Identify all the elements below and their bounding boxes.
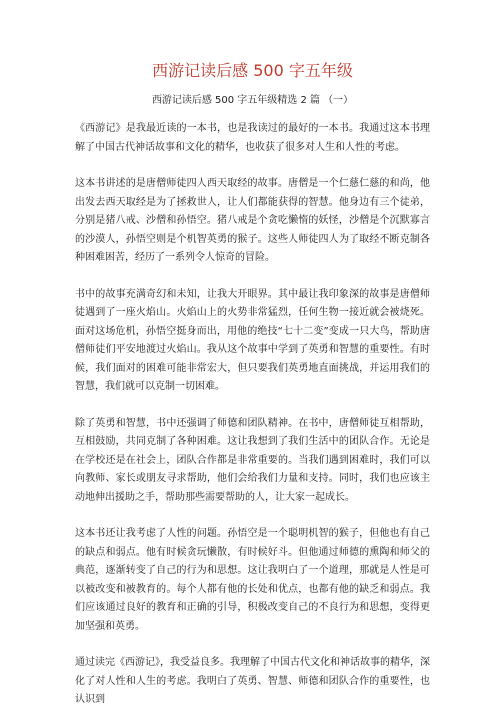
paragraph-1: 《西游记》是我最近读的一本书，也是我读过的最好的一本书。我通过这本书理解了中国古代神话故事和文化的精华，也收获了很多对人生和人性的考虑。: [75, 123, 430, 153]
paragraph-2: 这本书讲述的是唐僧师徒四人西天取经的故事。唐僧是一个仁慈仁慈的和尚，他出发去西天取经是为了拯救世人，让人们都能获得的智慧。他身边有三个徒弟，分别是猪八戒、沙僧和孙悟空。猪八戒是个贪吃懒惰的妖怪，沙僧是个沉默寡言的沙漠人，孙悟空则是个机智英勇的猴子。这些人师徒四人为了取经不断克制各种困难困苦，经历了一系列令人惊奇的冒险。: [75, 178, 430, 263]
paragraph-3: 书中的故事充满奇幻和未知，让我大开眼界。其中最让我印象深的故事是唐僧师徒遇到了一座火焰山。火焰山上的火势非常猛烈，任何生物一接近就会被烧死。面对这场危机，孙悟空挺身而出，用他的绝技“七十二变”变成一只大鸟，帮助唐僧师徒们平安地渡过火焰山。我从这个故事中学到了英勇和智慧的重要性。有时候，我们面对的困难可能非常宏大，但只要我们英勇地直面挑战，并运用我们的智慧，我们就可以克制一切困难。: [75, 288, 430, 392]
paragraph-gap: [75, 157, 430, 175]
paragraph-gap: [75, 268, 430, 286]
paragraph-6: 通过读完《西游记》，我受益良多。我理解了中国古代文化和神话故事的精华，深化了对人性和人生的考虑。我明白了英勇、智慧、师德和团队合作的重要性，也认识到: [75, 657, 430, 705]
paragraph-gap: [75, 636, 430, 654]
paragraph-4: 除了英勇和智慧，书中还强调了师德和团队精神。在书中，唐僧师徒互相帮助，互相鼓励，共同克制了各种困难。这让我想到了我们生活中的团队合作。无论是在学校还是在社会上，团队合作都是非常重要的。当我们遇到困难时，我们可以向教师、家长或朋友寻求帮助，他们会给我们力量和支持。同时，我们也应该主动地伸出援助之手，帮助那些需要帮助的人，让大家一起成长。: [75, 417, 430, 503]
paragraph-gap: [75, 397, 430, 415]
paragraph-gap: [75, 507, 430, 525]
spacer: [75, 108, 430, 120]
paragraph-5: 这本书还让我考虑了人性的问题。孙悟空是一个聪明机智的猴子，但他也有自己的缺点和弱点。他有时候贪玩懒散，有时候好斗。但他通过师德的熏陶和师父的典范，逐渐转变了自己的行为和思想。这让我明白了一个道理，那就是人性是可以被改变和被教育的。每个人都有他的长处和优点，也都有他的缺乏和弱点。我们应该通过良好的教育和正确的引导，积极改变自己的不良行为和思想，变得更加坚强和英勇。: [75, 528, 430, 632]
document-subtitle: 西游记读后感 500 字五年级精选 2 篇 （一）: [151, 95, 354, 106]
document-title: 西游记读后感 500 字五年级: [152, 61, 353, 80]
